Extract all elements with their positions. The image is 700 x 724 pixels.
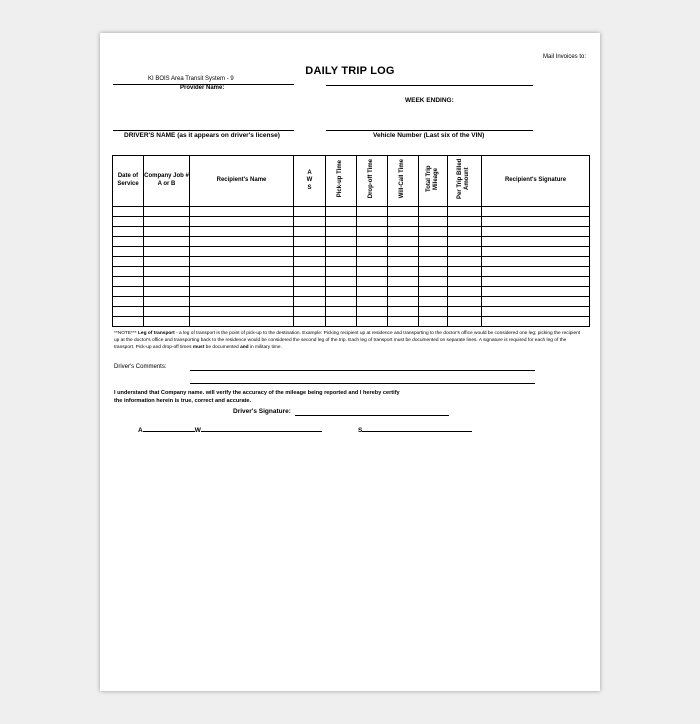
table-cell[interactable] xyxy=(326,206,357,216)
table-cell[interactable] xyxy=(448,226,482,236)
table-cell[interactable] xyxy=(326,286,357,296)
driver-name-line xyxy=(113,130,294,131)
table-cell[interactable] xyxy=(294,306,326,316)
table-cell[interactable] xyxy=(326,276,357,286)
table-cell[interactable] xyxy=(388,246,419,256)
col-header: Date of Service xyxy=(113,156,144,207)
table-row xyxy=(113,316,590,326)
table-cell[interactable] xyxy=(419,216,448,226)
col-header: Drop-off Time xyxy=(357,156,388,207)
table-cell[interactable] xyxy=(326,266,357,276)
table-cell[interactable] xyxy=(448,266,482,276)
table-cell[interactable] xyxy=(144,306,190,316)
drivers-signature-label: Driver's Signature: xyxy=(233,408,291,415)
table-cell[interactable] xyxy=(326,306,357,316)
table-cell[interactable] xyxy=(294,256,326,266)
table-cell[interactable] xyxy=(113,316,144,326)
table-cell[interactable] xyxy=(144,206,190,216)
col-header: Recipient's Signature xyxy=(482,156,590,207)
table-cell[interactable] xyxy=(388,256,419,266)
table-cell[interactable] xyxy=(388,206,419,216)
table-cell[interactable] xyxy=(482,306,590,316)
table-cell[interactable] xyxy=(294,236,326,246)
table-cell[interactable] xyxy=(482,276,590,286)
table-cell[interactable] xyxy=(113,266,144,276)
table-cell[interactable] xyxy=(448,246,482,256)
table-cell[interactable] xyxy=(144,266,190,276)
table-cell[interactable] xyxy=(294,316,326,326)
col-header: Recipient's Name xyxy=(190,156,294,207)
drivers-comments-label: Driver's Comments: xyxy=(114,364,167,370)
table-cell[interactable] xyxy=(113,286,144,296)
table-row xyxy=(113,246,590,256)
table-header-row xyxy=(113,156,590,207)
table-row xyxy=(113,306,590,316)
table-cell[interactable] xyxy=(190,306,294,316)
table-cell[interactable] xyxy=(190,296,294,306)
table-cell[interactable] xyxy=(357,316,388,326)
table-cell[interactable] xyxy=(294,246,326,256)
table-cell[interactable] xyxy=(294,216,326,226)
table-cell[interactable] xyxy=(419,286,448,296)
table-cell[interactable] xyxy=(419,276,448,286)
table-cell[interactable] xyxy=(144,246,190,256)
table-cell[interactable] xyxy=(190,206,294,216)
col-header: Total Trip Mileage xyxy=(419,156,448,207)
table-cell[interactable] xyxy=(326,226,357,236)
table-cell[interactable] xyxy=(113,306,144,316)
top-right-line xyxy=(326,85,533,86)
transit-system-name: KI BOIS Area Transit System - 9 xyxy=(148,76,234,82)
provider-name-label: Provider Name: xyxy=(180,85,225,91)
table-cell[interactable] xyxy=(482,316,590,326)
table-cell[interactable] xyxy=(144,276,190,286)
table-cell[interactable] xyxy=(190,286,294,296)
table-row xyxy=(113,216,590,226)
table-cell[interactable] xyxy=(190,236,294,246)
table-cell[interactable] xyxy=(482,236,590,246)
col-header: Pick-up Time xyxy=(326,156,357,207)
table-cell[interactable] xyxy=(144,296,190,306)
table-cell[interactable] xyxy=(357,226,388,236)
table-cell[interactable] xyxy=(113,226,144,236)
table-cell[interactable] xyxy=(482,256,590,266)
leg-of-transport-note: **NOTE*** Leg of transport - a leg of transport is the point of pick-up to the destination. Example: Picking recipient up at residence and transporting to the doctor's office would be considered one leg; picking the recipient up at the doctor's office and transporting back to the residence would be considered the second leg of the trip. Each leg of transport must be documented on separate lines. A signature is required for each leg of the transport. Pick-up and drop-off times must be documented and in military time. xyxy=(114,331,581,351)
table-cell[interactable] xyxy=(419,306,448,316)
week-ending-label: WEEK ENDING: xyxy=(405,97,454,104)
table-cell[interactable] xyxy=(113,206,144,216)
table-cell[interactable] xyxy=(357,206,388,216)
table-cell[interactable] xyxy=(113,276,144,286)
table-cell[interactable] xyxy=(482,246,590,256)
table-cell[interactable] xyxy=(190,256,294,266)
signature-line xyxy=(295,415,449,416)
table-cell[interactable] xyxy=(294,206,326,216)
col-header: Company Job # A or B xyxy=(144,156,190,207)
mail-invoices-label: Mail Invoices to: xyxy=(543,54,587,60)
table-cell[interactable] xyxy=(448,216,482,226)
table-cell[interactable] xyxy=(419,246,448,256)
table-cell[interactable] xyxy=(388,316,419,326)
table-cell[interactable] xyxy=(113,236,144,246)
table-cell[interactable] xyxy=(419,256,448,266)
table-cell[interactable] xyxy=(482,296,590,306)
table-cell[interactable] xyxy=(294,226,326,236)
table-row xyxy=(113,266,590,276)
table-cell[interactable] xyxy=(388,226,419,236)
table-cell[interactable] xyxy=(448,236,482,246)
table-cell[interactable] xyxy=(294,286,326,296)
table-cell[interactable] xyxy=(144,316,190,326)
comments-line-1 xyxy=(190,370,535,371)
table-row xyxy=(113,206,590,216)
table-cell[interactable] xyxy=(419,236,448,246)
col-header: Per Trip Billed Amount xyxy=(448,156,482,207)
table-cell[interactable] xyxy=(448,276,482,286)
table-cell[interactable] xyxy=(482,226,590,236)
table-cell[interactable] xyxy=(113,216,144,226)
table-cell[interactable] xyxy=(357,236,388,246)
table-cell[interactable] xyxy=(388,306,419,316)
table-cell[interactable] xyxy=(190,316,294,326)
col-header: A W S xyxy=(294,156,326,207)
table-cell[interactable] xyxy=(326,296,357,306)
table-cell[interactable] xyxy=(326,216,357,226)
table-cell[interactable] xyxy=(357,276,388,286)
vehicle-number-line xyxy=(326,130,533,131)
table-cell[interactable] xyxy=(357,306,388,316)
table-cell[interactable] xyxy=(419,226,448,236)
table-cell[interactable] xyxy=(388,276,419,286)
page-title: DAILY TRIP LOG xyxy=(305,65,395,77)
table-cell[interactable] xyxy=(113,296,144,306)
table-cell[interactable] xyxy=(482,216,590,226)
table-cell[interactable] xyxy=(419,206,448,216)
table-cell[interactable] xyxy=(482,266,590,276)
table-cell[interactable] xyxy=(357,246,388,256)
table-cell[interactable] xyxy=(482,286,590,296)
table-cell[interactable] xyxy=(388,286,419,296)
table-cell[interactable] xyxy=(294,296,326,306)
table-row xyxy=(113,296,590,306)
trip-log-table xyxy=(112,155,590,327)
a-w-fields: A W xyxy=(138,425,322,434)
table-cell[interactable] xyxy=(113,256,144,266)
table-cell[interactable] xyxy=(388,216,419,226)
table-cell[interactable] xyxy=(144,256,190,266)
table-cell[interactable] xyxy=(419,266,448,276)
table-cell[interactable] xyxy=(448,256,482,266)
comments-line-2 xyxy=(190,383,535,384)
table-cell[interactable] xyxy=(144,216,190,226)
table-cell[interactable] xyxy=(190,266,294,276)
table-cell[interactable] xyxy=(388,296,419,306)
table-cell[interactable] xyxy=(190,226,294,236)
table-cell[interactable] xyxy=(357,286,388,296)
table-cell[interactable] xyxy=(388,266,419,276)
table-row xyxy=(113,286,590,296)
table-cell[interactable] xyxy=(144,226,190,236)
table-row xyxy=(113,226,590,236)
table-cell[interactable] xyxy=(113,246,144,256)
table-cell[interactable] xyxy=(448,306,482,316)
table-cell[interactable] xyxy=(144,286,190,296)
table-cell[interactable] xyxy=(326,316,357,326)
certification-statement: I understand that Company name. will verify the accuracy of the mileage being reported and I hereby certify the information herein is true, correct and accurate. xyxy=(114,390,400,405)
driver-name-label: DRIVER'S NAME (as it appears on driver's license) xyxy=(124,132,280,139)
vehicle-number-label: Vehicle Number (Last six of the VIN) xyxy=(373,132,485,139)
table-row xyxy=(113,256,590,266)
table-cell[interactable] xyxy=(144,236,190,246)
table-cell[interactable] xyxy=(357,256,388,266)
table-cell[interactable] xyxy=(326,246,357,256)
table-cell[interactable] xyxy=(448,206,482,216)
col-header: Will-Call Time xyxy=(388,156,419,207)
table-cell[interactable] xyxy=(388,236,419,246)
table-cell[interactable] xyxy=(357,266,388,276)
table-row xyxy=(113,236,590,246)
table-cell[interactable] xyxy=(419,296,448,306)
table-cell[interactable] xyxy=(190,216,294,226)
table-cell[interactable] xyxy=(448,316,482,326)
document-page xyxy=(100,33,600,691)
table-cell[interactable] xyxy=(482,206,590,216)
table-cell[interactable] xyxy=(357,216,388,226)
table-cell[interactable] xyxy=(294,276,326,286)
table-cell[interactable] xyxy=(190,246,294,256)
table-cell[interactable] xyxy=(326,256,357,266)
table-cell[interactable] xyxy=(326,236,357,246)
table-cell[interactable] xyxy=(448,296,482,306)
s-field: S xyxy=(358,425,472,434)
table-row xyxy=(113,276,590,286)
table-cell[interactable] xyxy=(294,266,326,276)
table-cell[interactable] xyxy=(448,286,482,296)
table-cell[interactable] xyxy=(419,316,448,326)
table-cell[interactable] xyxy=(357,296,388,306)
table-cell[interactable] xyxy=(190,276,294,286)
